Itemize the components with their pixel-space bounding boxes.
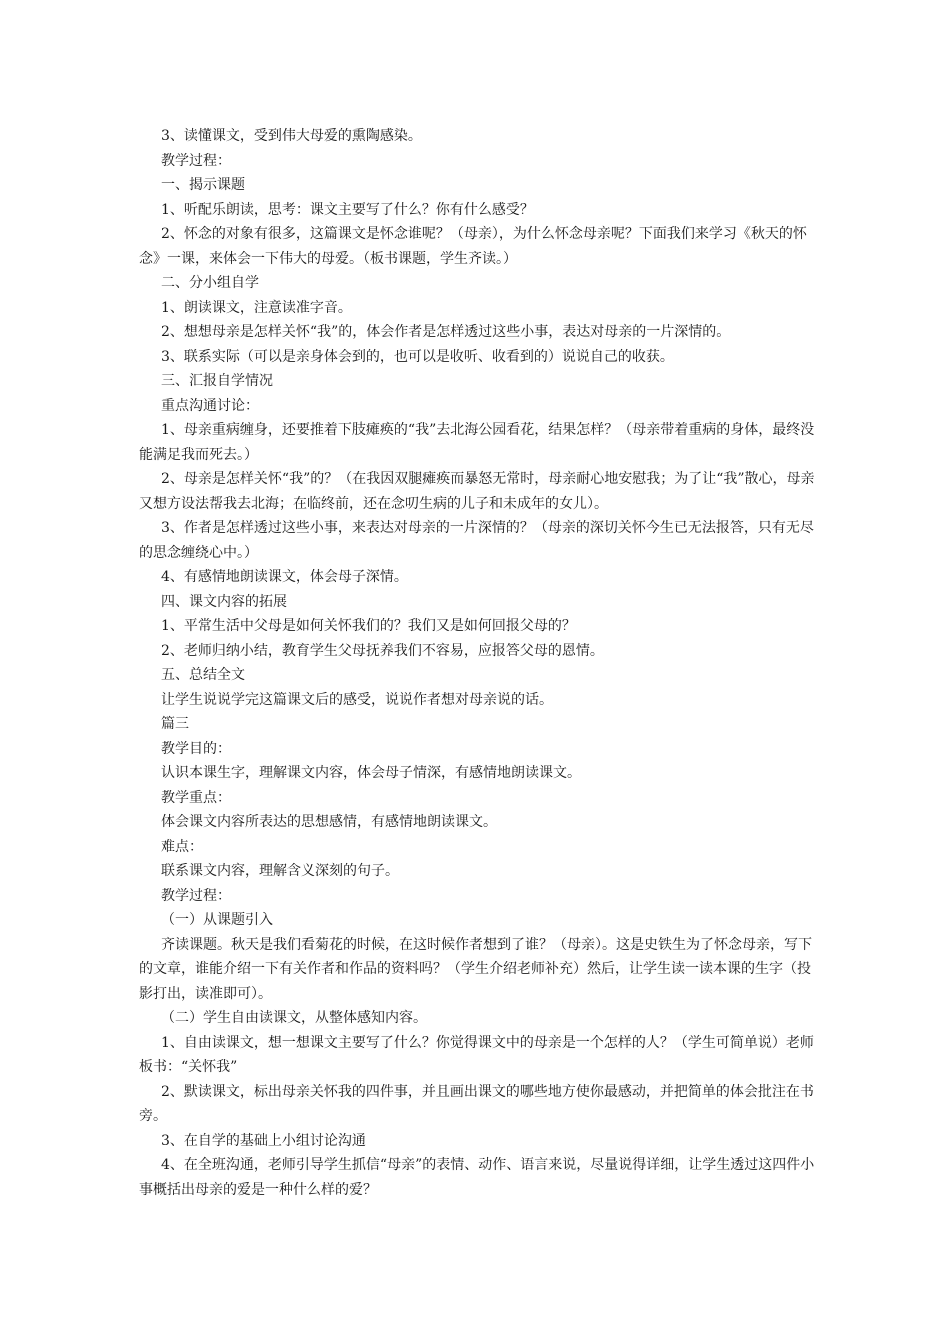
paragraph: 1、平常生活中父母是如何关怀我们的？我们又是如何回报父母的？ [161,618,576,634]
paragraph: 教学重点： [161,789,231,806]
paragraph: 4、在全班沟通，老师引导学生抓信“母亲”的表情、动作、语言来说，尽量说得详细，让学生透过这四件小事概括出母亲的爱是一种什么样的爱？ [139,1157,815,1198]
paragraph: 认识本课生字，理解课文内容，体会母子情深，有感情地朗读课文。 [161,765,581,781]
paragraph: 1、自由读课文，想一想课文主要写了什么？你觉得课文中的母亲是一个怎样的人？（学生可简单说）老师板书：“关怀我” [139,1034,814,1075]
section-heading: （一）从课题引入 [161,912,273,928]
section-heading: 二、分小组自学 [161,275,259,291]
section-heading: （二）学生自由读课文，从整体感知内容。 [161,1010,427,1026]
section-heading: 一、揭示课题 [161,177,245,193]
paragraph: 3、联系实际（可以是亲身体会到的，也可以是收听、收看到的）说说自己的收获。 [161,348,674,365]
paragraph: 4、有感情地朗读课文，体会母子深情。 [161,569,408,585]
paragraph: 教学目的： [161,740,231,757]
paragraph: 重点沟通讨论： [161,397,259,414]
paragraph: 2、怀念的对象有很多，这篇课文是怀念谁呢？（母亲），为什么怀念母亲呢？下面我们来学习《秋天的怀念》一课，来体会一下伟大的母爱。（板书课题，学生齐读。） [139,226,807,267]
paragraph: 1、听配乐朗读，思考：课文主要写了什么？你有什么感受？ [161,201,534,218]
paragraph: 1、朗读课文，注意读准字音。 [161,299,352,316]
paragraph: 齐读课题。秋天是我们看菊花的时候，在这时候作者想到了谁？（母亲）。这是史铁生为了怀念母亲，写下的文章，谁能介绍一下有关作者和作品的资料吗？（学生介绍老师补充）然后，让学生读一读本课的生字（投影打出，读准即可）。 [139,936,812,1002]
paragraph: 3、作者是怎样透过这些小事，来表达对母亲的一片深情的？（母亲的深切关怀今生已无法报答，只有无尽的思念缠绕心中。） [139,520,814,561]
paragraph: 教学过程： [161,887,231,904]
section-heading: 四、课文内容的拓展 [161,593,287,610]
paragraph: 2、默读课文，标出母亲关怀我的四件事，并且画出课文的哪些地方使你最感动，并把简单的体会批注在书旁。 [139,1083,814,1124]
paragraph: 难点： [161,838,203,855]
paragraph: 1、母亲重病缠身，还要推着下肢瘫痪的“我”去北海公园看花，结果怎样？（母亲带着重病的身体，最终没能满足我而死去。） [139,422,815,463]
paragraph: 体会课文内容所表达的思想感情，有感情地朗读课文。 [161,814,497,830]
paragraph: 2、老师归纳小结，教育学生父母抚养我们不容易，应报答父母的恩情。 [161,642,604,659]
paragraph: 2、母亲是怎样关怀“我”的？（在我因双腿瘫痪而暴怒无常时，母亲耐心地安慰我；为了让“我”散心，母亲又想方设法帮我去北海；在临终前，还在念叨生病的儿子和未成年的女儿）。 [139,471,815,512]
paragraph: 教学过程： [161,152,231,169]
section-heading: 篇三 [161,716,189,732]
paragraph: 3、在自学的基础上小组讨论沟通 [161,1132,366,1149]
section-heading: 五、总结全文 [161,667,245,683]
paragraph: 让学生说说学完这篇课文后的感受，说说作者想对母亲说的话。 [161,691,553,708]
paragraph: 联系课文内容，理解含义深刻的句子。 [161,863,399,879]
document-body [139,124,819,1202]
paragraph: 3、读懂课文，受到伟大母爱的熏陶感染。 [161,128,422,144]
section-heading: 三、汇报自学情况 [161,373,273,389]
paragraph: 2、想想母亲是怎样关怀“我”的，体会作者是怎样透过这些小事，表达对母亲的一片深情的。 [161,324,731,340]
